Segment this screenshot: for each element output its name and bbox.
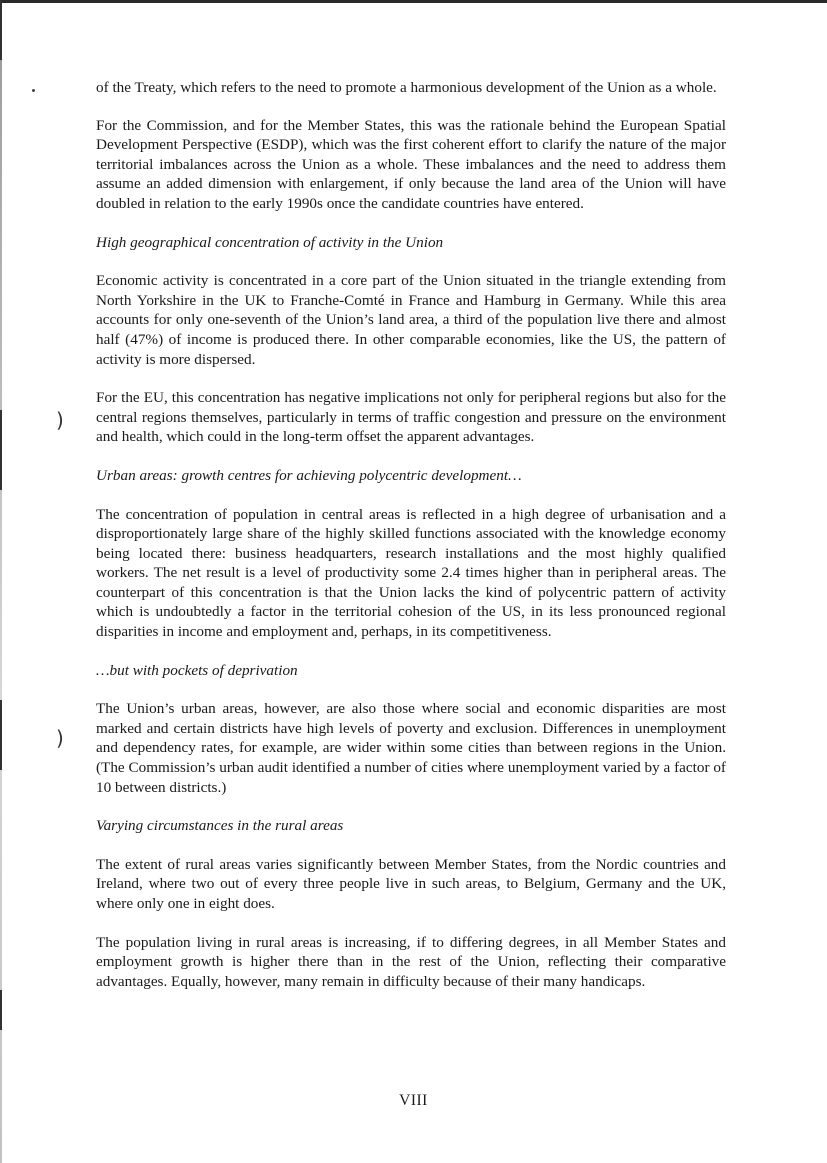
top-border-line (0, 0, 827, 3)
scan-edge-mark (0, 410, 2, 490)
paragraph: The extent of rural areas varies significantly between Member States, from the Nordic countries and Ireland, where two out of every three people live in such areas, to Belgium, Germany and the UK, where only one in eight does. (96, 855, 726, 912)
paragraph: The population living in rural areas is increasing, if to differing degrees, in all Member States and employment growth is higher there than in the rest of the Union, reflecting their comparative advantages. Equally, however, many remain in difficulty because of their many handicaps. (96, 933, 726, 990)
paragraph: Economic activity is concentrated in a core part of the Union situated in the triangle extending from North Yorkshire in the UK to Franche-Comté in France and Hamburg in Germany. While this area accounts for only one-seventh of the Union’s land area, a third of the population live there and almost half (47%) of income is produced there. In other comparable economies, like the US, the pattern of activity is more dispersed. (96, 272, 726, 368)
margin-bracket-mark: ) (56, 408, 64, 432)
section-heading: Urban areas: growth centres for achieving polycentric development… (96, 466, 522, 484)
scan-edge-mark (0, 990, 2, 1030)
page-body (96, 78, 726, 1010)
page-number: VIII (399, 1092, 428, 1109)
paragraph: The Union’s urban areas, however, are also those where social and economic disparities are most marked and certain districts have high levels of poverty and exclusion. Differences in unemployment and dependency rates, for example, are wider within some cities than between regions in the Union. (The Commission’s urban audit identified a number of cities where unemployment varied by a factor of 10 between districts.) (96, 700, 726, 796)
left-scan-edge (0, 0, 2, 1163)
margin-dot (32, 89, 35, 92)
margin-bracket-mark: ) (56, 726, 64, 750)
section-heading: High geographical concentration of activity in the Union (96, 233, 444, 251)
paragraph: For the EU, this concentration has negative implications not only for peripheral regions but also for the central regions themselves, particularly in terms of traffic congestion and pressure on the environment and health, which could in the long-term offset the apparent advantages. (96, 389, 726, 446)
section-heading: …but with pockets of deprivation (96, 661, 298, 679)
paragraph: The concentration of population in central areas is reflected in a high degree of urbanisation and a disproportionately large share of the highly skilled functions associated with the knowledge economy being located there: business headquarters, research installations and the most highly qualified workers. The net result is a level of productivity some 2.4 times higher than in peripheral areas. The counterpart of this concentration is that the Union lacks the kind of polycentric pattern of activity which is undoubtedly a factor in the territorial cohesion of the US, in its less pronounced regional disparities in income and employment and, perhaps, in its competitiveness. (96, 505, 726, 641)
paragraph: For the Commission, and for the Member States, this was the rationale behind the European Spatial Development Perspective (ESDP), which was the first coherent effort to clarify the nature of the major territorial imbalances across the Union as a whole. These imbalances and the need to address them assume an added dimension with enlargement, if only because the land area of the Union will have doubled in relation to the early 1990s once the candidate countries have entered. (96, 116, 726, 212)
scan-edge-mark (0, 700, 2, 770)
scan-edge-mark (0, 0, 2, 60)
section-heading: Varying circumstances in the rural areas (96, 817, 344, 835)
paragraph: of the Treaty, which refers to the need to promote a harmonious development of the Union as a whole. (96, 79, 717, 96)
